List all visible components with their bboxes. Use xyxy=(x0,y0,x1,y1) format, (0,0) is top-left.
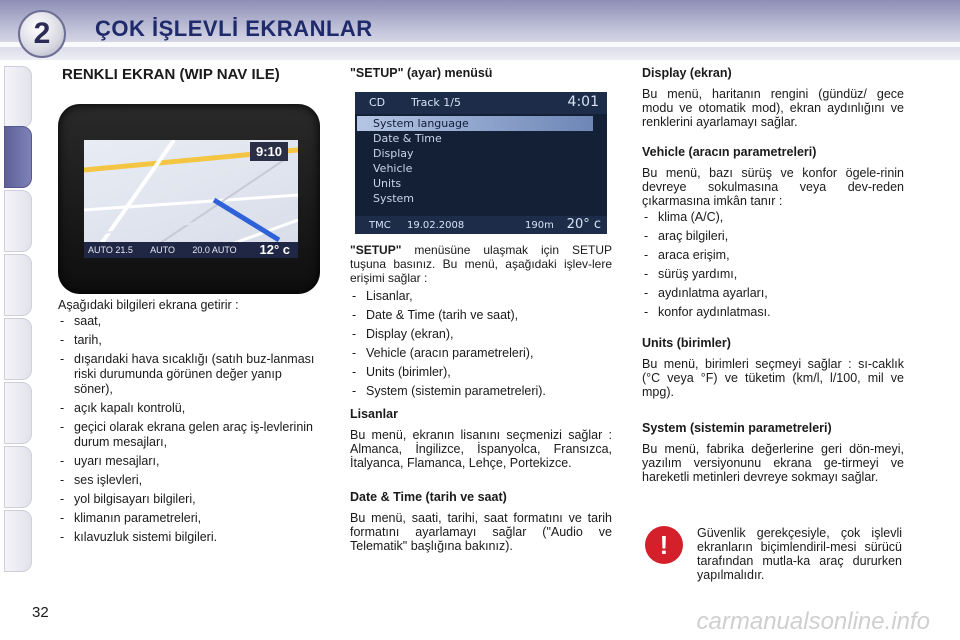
intro-text: Aşağıdaki bilgileri ekrana getirir : xyxy=(58,298,239,312)
tmc-label: TMC xyxy=(369,220,391,231)
list-item: - açık kapalı kontrolü, xyxy=(58,401,320,416)
list-item: - araca erişim, xyxy=(642,248,904,263)
side-tab[interactable] xyxy=(4,510,32,572)
list-item: - klimanın parametreleri, xyxy=(58,511,320,526)
list-item: - Units (birimler), xyxy=(350,365,612,380)
list-item: - Date & Time (tarih ve saat), xyxy=(350,308,612,323)
setup-menu-item[interactable]: Vehicle xyxy=(373,162,413,175)
middle-content xyxy=(350,243,612,553)
setup-top-bar xyxy=(355,92,607,114)
setup-description xyxy=(350,243,612,285)
list-item: - Lisanlar, xyxy=(350,289,612,304)
system-title: System (sistemin parametreleri) xyxy=(642,421,832,435)
nav-clock: 9:10 xyxy=(250,142,288,161)
climate-left: AUTO 21.5 xyxy=(88,245,133,255)
side-tab[interactable] xyxy=(4,190,32,252)
chapter-header xyxy=(0,0,960,60)
color-screen-image xyxy=(58,104,320,294)
list-item: - aydınlatma ayarları, xyxy=(642,286,904,301)
list-item: - Vehicle (aracın parametreleri), xyxy=(350,346,612,361)
setup-function-list xyxy=(350,289,612,399)
setup-menu-item[interactable]: System language xyxy=(357,116,593,131)
list-item: - sürüş yardımı, xyxy=(642,267,904,282)
chapter-number-badge: 2 xyxy=(18,10,66,58)
screen-temp: 20° c xyxy=(566,217,601,232)
chapter-title: ÇOK İŞLEVLİ EKRANLAR xyxy=(95,16,373,41)
units-text: Bu menü, birimleri seçmeyi sağlar : sı-caklık (°C veya °F) ve tüketim (km/l, l/100, mil ve mpg). xyxy=(642,357,904,399)
side-tab-active[interactable] xyxy=(4,126,32,188)
left-section-title-wrap xyxy=(62,67,322,82)
side-tab[interactable] xyxy=(4,254,32,316)
screen-clock: 4:01 xyxy=(567,94,599,110)
setup-desc-text: menüsüne ulaşmak için SETUP tuşuna basınız. Bu menü, aşağıdaki işlev-lere erişimi sağlar : xyxy=(350,243,612,285)
list-item: - konfor aydınlatması. xyxy=(642,305,904,320)
side-tab[interactable] xyxy=(4,382,32,444)
screen-date: 19.02.2008 xyxy=(407,220,465,231)
track-label: Track 1/5 xyxy=(411,96,461,109)
setup-menu-item[interactable]: System xyxy=(373,192,415,205)
setup-bold: "SETUP" xyxy=(350,243,402,257)
right-content xyxy=(642,66,904,484)
side-tab[interactable] xyxy=(4,318,32,380)
units-title: Units (birimler) xyxy=(642,336,731,350)
source-label: CD xyxy=(369,96,386,109)
warning-text: Güvenlik gerekçesiyle, çok işlevli ekranların biçimlendiril-mesi sürücü tarafından mutla-ka araç dururken yapılmalıdır. xyxy=(697,526,902,582)
info-list xyxy=(58,314,320,545)
setup-menu-item[interactable]: Date & Time xyxy=(373,132,442,145)
screen-distance: 190m xyxy=(525,220,554,231)
list-item: - klima (A/C), xyxy=(642,210,904,225)
vehicle-list xyxy=(642,210,904,320)
display-title: Display (ekran) xyxy=(642,66,732,80)
list-item: - ses işlevleri, xyxy=(58,473,320,488)
side-tab[interactable] xyxy=(4,446,32,508)
lisanlar-text: Bu menü, ekranın lisanını seçmenizi sağlar : Almanca, İngilizce, İspanyolca, Fransızca, İtalyanca, Flamanca, Lehçe, Portekizce. xyxy=(350,428,612,470)
outside-temp: 12° c xyxy=(259,242,290,257)
vehicle-text: Bu menü, bazı sürüş ve konfor ögele-rinin devreye sokulmasına veya dev-reden çıkarmasına imkân tanır : xyxy=(642,166,904,208)
list-item: - kılavuzluk sistemi bilgileri. xyxy=(58,530,320,545)
setup-title-wrap xyxy=(350,66,610,87)
warning-icon: ! xyxy=(645,526,683,564)
vehicle-title: Vehicle (aracın parametreleri) xyxy=(642,145,817,159)
header-divider xyxy=(0,42,960,47)
list-item: - System (sistemin parametreleri). xyxy=(350,384,612,399)
list-item: - Display (ekran), xyxy=(350,327,612,342)
list-item: - uyarı mesajları, xyxy=(58,454,320,469)
setup-bottom-bar xyxy=(355,216,607,234)
page-number: 32 xyxy=(32,604,49,621)
system-text: Bu menü, fabrika değerlerine geri dön-meyi, yazılım versiyonunu ekrana ge-tirmeyi ve hareketli metinleri devreye sokmayı sağlar. xyxy=(642,442,904,484)
setup-menu-list xyxy=(357,116,593,206)
lisanlar-title: Lisanlar xyxy=(350,407,398,421)
setup-screen-image xyxy=(355,92,607,234)
setup-menu-item[interactable]: Units xyxy=(373,177,402,190)
datetime-title: Date & Time (tarih ve saat) xyxy=(350,490,507,504)
left-content xyxy=(58,298,320,549)
watermark: carmanualsonline.info xyxy=(696,608,930,635)
display-text: Bu menü, haritanın rengini (gündüz/ gece modu ve otomatik mod), ekran aydınlığını ve renklerini ayarlamayı sağlar. xyxy=(642,87,904,129)
side-tabs xyxy=(0,60,36,580)
list-item: - dışarıdaki hava sıcaklığı (satıh buz-lanması riski durumunda görünen değer yanıp söner), xyxy=(58,352,320,397)
setup-menu-item[interactable]: Display xyxy=(373,147,414,160)
list-item: - geçici olarak ekrana gelen araç iş-levlerinin durum mesajları, xyxy=(58,420,320,450)
section-title: RENKLI EKRAN (WIP NAV ILE) xyxy=(62,66,280,83)
list-item: - tarih, xyxy=(58,333,320,348)
list-item: - araç bilgileri, xyxy=(642,229,904,244)
list-item: - yol bilgisayarı bilgileri, xyxy=(58,492,320,507)
climate-right: 20.0 AUTO xyxy=(192,245,237,255)
side-tab[interactable] xyxy=(4,66,32,128)
list-item: - saat, xyxy=(58,314,320,329)
setup-menu-title: "SETUP" (ayar) menüsü xyxy=(350,66,493,80)
climate-mode: AUTO xyxy=(150,245,176,255)
datetime-text: Bu menü, saati, tarihi, saat formatını ve tarih formatını ayarlamayı sağlar ("Audio ve Telematik" başlığına bakınız). xyxy=(350,511,612,553)
